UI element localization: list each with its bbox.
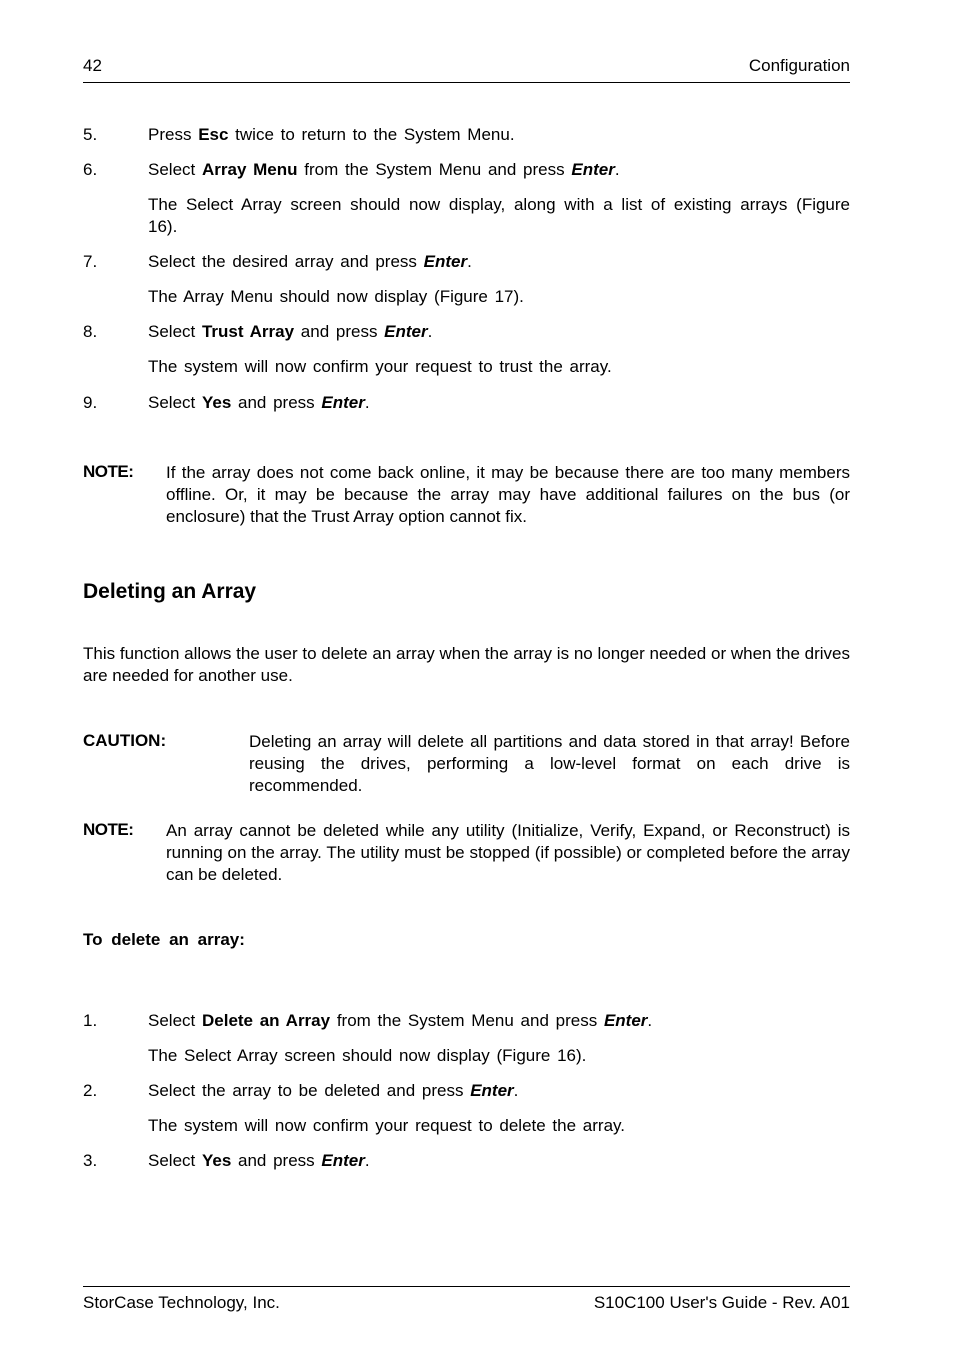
header-rule bbox=[83, 82, 850, 83]
step-number: 2. bbox=[83, 1081, 98, 1100]
step-number: 3. bbox=[83, 1151, 98, 1170]
step-menu-item: Array Menu bbox=[201, 160, 298, 179]
step-5 bbox=[83, 124, 850, 146]
note-text: If the array does not come back online, it may be because there are too many members offline. Or, it may be because the array may have additional failures on the bus (or enclosure) that the Trust Array option cannot fix. bbox=[166, 463, 850, 526]
result-paragraph: The system will now confirm your request to delete the array. bbox=[148, 1116, 625, 1135]
step-menu-item: Trust Array bbox=[201, 322, 295, 341]
step-text: Select the array to be deleted and press bbox=[148, 1081, 471, 1100]
step-text: Select bbox=[148, 322, 202, 341]
step-key: Enter bbox=[321, 1151, 365, 1170]
intro-paragraph: This function allows the user to delete an array when the array is no longer needed or when the drives are needed for another use. bbox=[83, 644, 850, 685]
step-key: Enter bbox=[321, 393, 365, 412]
step-key: Enter bbox=[571, 160, 615, 179]
step-punct: . bbox=[427, 322, 433, 341]
step-number: 1. bbox=[83, 1011, 98, 1030]
note-label: NOTE: bbox=[83, 820, 134, 839]
step-3 bbox=[83, 1150, 850, 1172]
step-key: Enter bbox=[423, 252, 468, 271]
note-text: An array cannot be deleted while any utility (Initialize, Verify, Expand, or Reconstruct) is running on the array. The utility must be stopped (if possible) or completed before the array can be deleted. bbox=[166, 821, 850, 884]
step-8 bbox=[83, 321, 850, 343]
step-6 bbox=[83, 159, 850, 181]
step-2 bbox=[83, 1080, 850, 1102]
result-paragraph: The Select Array screen should now display, along with a list of existing arrays (Figure 16). bbox=[148, 195, 850, 236]
step-key: Esc bbox=[198, 125, 229, 144]
step-9 bbox=[83, 392, 850, 414]
step-number: 9. bbox=[83, 393, 98, 412]
result-paragraph: The system will now confirm your request to trust the array. bbox=[148, 357, 612, 376]
footer-rule bbox=[83, 1286, 850, 1287]
result-paragraph: The Array Menu should now display (Figure 17). bbox=[148, 287, 524, 306]
footer-doc-title: S10C100 User's Guide - Rev. A01 bbox=[593, 1293, 850, 1312]
step-text: Select bbox=[148, 160, 202, 179]
result-paragraph: The Select Array screen should now display (Figure 16). bbox=[148, 1046, 587, 1065]
step-punct: . bbox=[513, 1081, 519, 1100]
caution-text: Deleting an array will delete all partitions and data stored in that array! Before reusing the drives, performing a low-level format on each drive is recommended. bbox=[249, 732, 850, 795]
step-text: and press bbox=[231, 1151, 322, 1170]
footer-company: StorCase Technology, Inc. bbox=[83, 1293, 280, 1312]
step-menu-item: Yes bbox=[201, 393, 232, 412]
step-number: 7. bbox=[83, 252, 98, 271]
step-punct: . bbox=[647, 1011, 653, 1030]
page-number: 42 bbox=[83, 56, 102, 75]
step-text: Select bbox=[148, 1011, 202, 1030]
procedure-heading: To delete an array: bbox=[83, 930, 245, 949]
section-heading: Deleting an Array bbox=[83, 580, 257, 603]
step-text: Select bbox=[148, 1151, 202, 1170]
step-text: Press bbox=[148, 125, 199, 144]
step-punct: . bbox=[364, 393, 370, 412]
note-label: NOTE: bbox=[83, 462, 134, 481]
step-number: 6. bbox=[83, 160, 98, 179]
step-text: twice to return to the System Menu. bbox=[228, 125, 515, 144]
step-1 bbox=[83, 1010, 850, 1032]
step-punct: . bbox=[364, 1151, 370, 1170]
caution-label: CAUTION: bbox=[83, 731, 167, 750]
step-text: and press bbox=[294, 322, 385, 341]
step-key: Enter bbox=[603, 1011, 648, 1030]
step-number: 5. bbox=[83, 125, 98, 144]
step-7 bbox=[83, 251, 850, 273]
step-number: 8. bbox=[83, 322, 98, 341]
step-text: from the System Menu and press bbox=[330, 1011, 604, 1030]
step-punct: . bbox=[467, 252, 472, 271]
step-key: Enter bbox=[470, 1081, 514, 1100]
step-key: Enter bbox=[384, 322, 428, 341]
step-text: Select bbox=[148, 393, 202, 412]
step-text: and press bbox=[231, 393, 322, 412]
step-text: Select the desired array and press bbox=[148, 252, 424, 271]
step-menu-item: Yes bbox=[201, 1151, 232, 1170]
step-text: from the System Menu and press bbox=[297, 160, 572, 179]
section-title-header: Configuration bbox=[748, 56, 850, 75]
step-punct: . bbox=[614, 160, 620, 179]
step-menu-item: Delete an Array bbox=[201, 1011, 331, 1030]
